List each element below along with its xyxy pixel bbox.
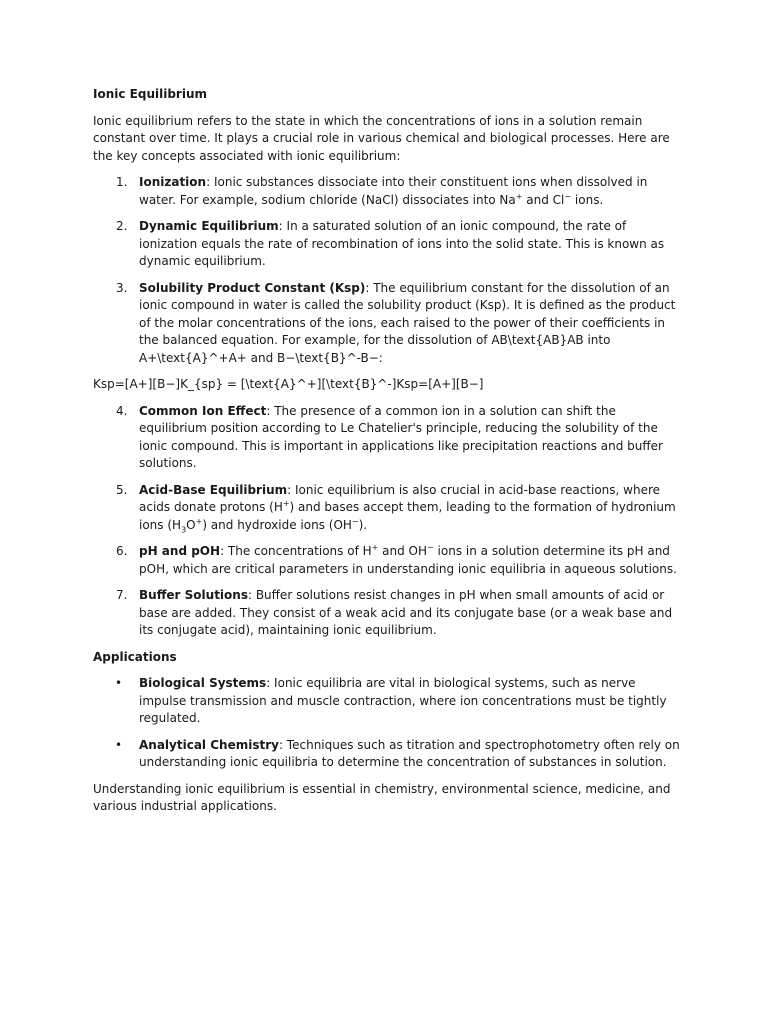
concepts-list-continued	[93, 403, 683, 640]
list-item-text: ) and bases accept them, leading to the formation of hydronium ions (H	[139, 500, 676, 532]
list-item-text: : Ionic equilibria are vital in biological systems, such as nerve impulse transmission and muscle contraction, where ion concentrations must be tightly regulated.	[139, 676, 667, 725]
list-item-term: Solubility Product Constant (Ksp)	[139, 280, 366, 295]
list-item-term: Acid-Base Equilibrium	[139, 482, 288, 497]
list-item-term: Dynamic Equilibrium	[139, 219, 279, 233]
list-number: 2.	[116, 219, 128, 233]
list-number: 5.	[116, 482, 128, 497]
list-item-text: : Ionic equilibrium is also crucial in acid-base reactions, where acids donate protons (H	[139, 482, 661, 514]
superscript: +	[371, 543, 379, 552]
list-item-text: : Ionic substances dissociate into their constituent ions when dissolved in water. For example, sodium chloride (NaCl) dissociates into Na	[139, 175, 648, 207]
list-item-text: : The equilibrium constant for the dissolution of an ionic compound in water is called the solubility product (Ksp). It is defined as the product of the molar concentrations of the ions, each raised to the power of their coefficients in the balanced equation. For example, for the dissolution of AB\text{AB}AB into A+\text{A}^+A+ and B−\text{B}^-B−:	[139, 280, 676, 365]
list-item-text: : Techniques such as titration and spectrophotometry often rely on understanding ionic equilibria to determine the concentration of substances in solution.	[139, 737, 680, 769]
ksp-formula: Ksp=[A+][B−]K_{sp} = [\text{A}^+][\text{B}^-]Ksp=[A+][B−]	[93, 377, 484, 391]
list-item-term: Analytical Chemistry	[139, 737, 279, 752]
list-item-term: pH and pOH	[139, 544, 221, 558]
bullet-icon: •	[115, 737, 123, 752]
list-item-term: Common Ion Effect	[139, 403, 267, 418]
list-item-text: and OH	[378, 544, 428, 558]
list-item-text: : Buffer solutions resist changes in pH when small amounts of acid or base are added. They consist of a weak acid and its conjugate base (or a weak base and its conjugate acid), maintaining ionic equilibrium.	[139, 588, 673, 637]
list-item-text: O	[186, 517, 196, 532]
list-item-text: ions in a solution determine its pH and pOH, which are critical parameters in understanding ionic equilibria in aqueous solutions.	[139, 544, 677, 576]
document-title: Ionic Equilibrium	[93, 87, 207, 101]
list-item	[93, 174, 683, 209]
intro-paragraph: Ionic equilibrium refers to the state in which the concentrations of ions in a solution remain constant over time. It plays a crucial role in various chemical and biological processes. Here are the key concepts associated with ionic equilibrium:	[93, 113, 670, 163]
list-item	[93, 280, 683, 368]
superscript: +	[195, 516, 203, 526]
list-item-term: Buffer Solutions	[139, 588, 248, 602]
applications-list	[93, 675, 683, 772]
list-number: 3.	[116, 280, 128, 295]
concepts-list	[93, 174, 683, 367]
list-item	[93, 587, 683, 640]
list-item	[93, 675, 683, 728]
superscript: +	[515, 191, 523, 201]
applications-heading: Applications	[93, 649, 177, 664]
superscript: −	[564, 191, 572, 201]
list-number: 4.	[116, 403, 128, 418]
list-item-text: ) and hydroxide ions (OH	[202, 517, 352, 532]
superscript: +	[282, 499, 290, 508]
subscript: 3	[181, 524, 187, 534]
list-item	[93, 482, 683, 535]
list-item-term: Biological Systems	[139, 676, 267, 690]
list-item	[93, 218, 683, 271]
list-item-text: : The presence of a common ion in a solution can shift the equilibrium position according to Le Chatelier's principle, reducing the solubility of the ionic compound. This is important in applications like precipitation reactions and buffer solutions.	[139, 403, 663, 470]
list-item-text: and Cl	[522, 192, 565, 207]
list-item	[93, 403, 683, 473]
list-item-term: Ionization	[139, 175, 207, 189]
list-item-text: ions.	[571, 192, 604, 207]
list-item-text: ).	[358, 517, 368, 532]
list-item	[93, 737, 683, 772]
list-number: 6.	[116, 544, 128, 558]
superscript: −	[351, 516, 359, 526]
bullet-icon: •	[115, 676, 123, 690]
superscript: −	[427, 543, 434, 552]
list-number: 7.	[116, 588, 128, 602]
list-number: 1.	[116, 175, 128, 189]
list-item	[93, 543, 683, 578]
document-page	[93, 86, 683, 825]
list-item-text: : The concentrations of H	[220, 544, 372, 558]
list-item-text: : In a saturated solution of an ionic compound, the rate of ionization equals the rate of recombination of ions into the solid state. This is known as dynamic equilibrium.	[139, 219, 665, 268]
conclusion-paragraph: Understanding ionic equilibrium is essential in chemistry, environmental science, medicine, and various industrial applications.	[93, 781, 671, 813]
